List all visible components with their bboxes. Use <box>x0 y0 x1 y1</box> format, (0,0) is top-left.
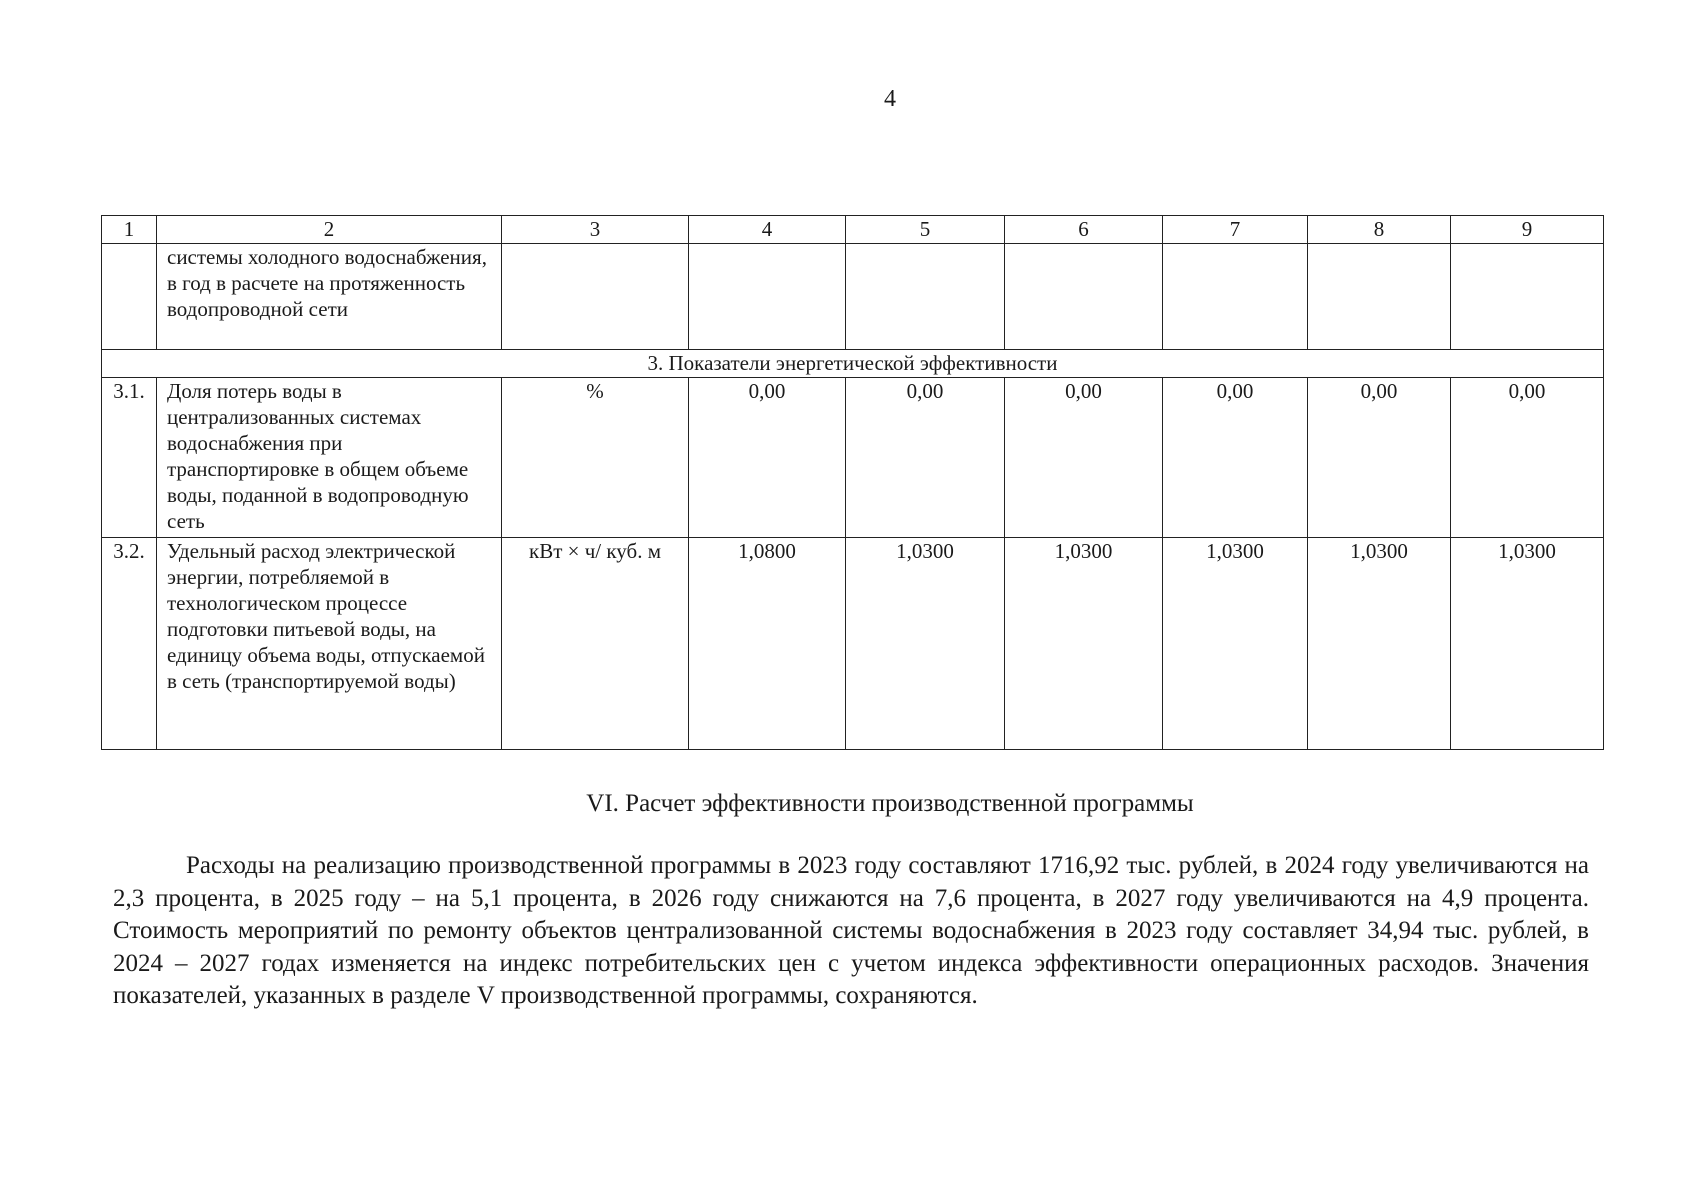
value-cell: 1,0300 <box>1163 538 1308 750</box>
value-cell: 0,00 <box>1308 378 1451 538</box>
value-cell: 0,00 <box>1451 378 1604 538</box>
unit-cell: % <box>502 378 689 538</box>
value-cell <box>689 244 846 350</box>
value-cell: 1,0300 <box>1308 538 1451 750</box>
value-cell: 0,00 <box>689 378 846 538</box>
value-cell <box>1308 244 1451 350</box>
indicator-name: Удельный расход электрической энергии, потребляемой в технологическом процессе подготовки питьевой воды, на единицу объема воды, отпускаемой в сеть (транспортируемой воды) <box>157 538 502 750</box>
table-header-row <box>102 216 1604 244</box>
row-number: 3.1. <box>102 378 157 538</box>
indicator-name: системы холодного водоснабжения, в год в расчете на протяженность водопроводной сети <box>157 244 502 350</box>
column-number: 2 <box>157 216 502 244</box>
value-cell: 1,0800 <box>689 538 846 750</box>
column-number: 7 <box>1163 216 1308 244</box>
table-row <box>102 378 1604 538</box>
row-number <box>102 244 157 350</box>
value-cell <box>1451 244 1604 350</box>
unit-cell: кВт × ч/ куб. м <box>502 538 689 750</box>
column-number: 8 <box>1308 216 1451 244</box>
value-cell: 1,0300 <box>1451 538 1604 750</box>
value-cell: 0,00 <box>846 378 1005 538</box>
value-cell <box>1163 244 1308 350</box>
section-title: 3. Показатели энергетической эффективности <box>102 350 1604 378</box>
value-cell: 0,00 <box>1163 378 1308 538</box>
indicator-name: Доля потерь воды в централизованных системах водоснабжения при транспортировке в общем объеме воды, поданной в водопроводную сеть <box>157 378 502 538</box>
column-number: 5 <box>846 216 1005 244</box>
value-cell: 1,0300 <box>1005 538 1163 750</box>
table-row-continuation <box>102 244 1604 350</box>
table-row <box>102 538 1604 750</box>
column-number: 6 <box>1005 216 1163 244</box>
column-number: 4 <box>689 216 846 244</box>
indicators-table <box>101 215 1604 750</box>
column-number: 3 <box>502 216 689 244</box>
column-number: 1 <box>102 216 157 244</box>
body-paragraph: Расходы на реализацию производственной программы в 2023 году составляют 1716,92 тыс. рублей, в 2024 году увеличиваются на 2,3 процента, в 2025 году – на 5,1 процента, в 2026 году снижаются на 7,6 процента, в 2027 году увеличиваются на 4,9 процента. Стоимость мероприятий по ремонту объектов централизованной системы водоснабжения в 2023 году составляет 34,94 тыс. рублей, в 2024 – 2027 годах изменяется на индекс потребительских цен с учетом индекса эффективности операционных расходов. Значения показателей, указанных в разделе V производственной программы, сохраняются. <box>113 852 1589 1009</box>
section-heading: VI. Расчет эффективности производственной программы <box>586 790 1194 817</box>
unit-cell <box>502 244 689 350</box>
value-cell: 1,0300 <box>846 538 1005 750</box>
value-cell <box>1005 244 1163 350</box>
value-cell <box>846 244 1005 350</box>
page-number: 4 <box>884 86 896 112</box>
section-title-row <box>102 350 1604 378</box>
row-number: 3.2. <box>102 538 157 750</box>
column-number: 9 <box>1451 216 1604 244</box>
value-cell: 0,00 <box>1005 378 1163 538</box>
